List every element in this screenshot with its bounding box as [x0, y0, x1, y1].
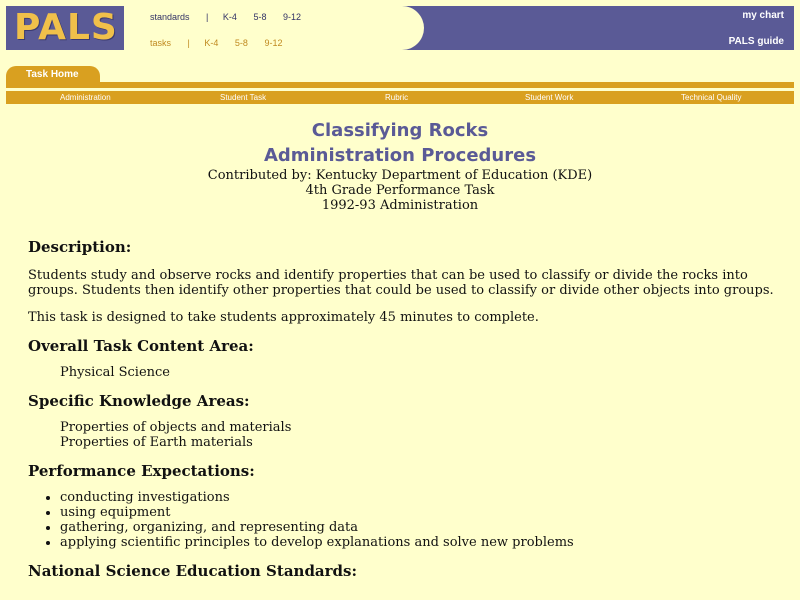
knowledge-area-item: Properties of Earth materials: [60, 435, 253, 450]
nav-standards-link[interactable]: standards: [150, 12, 190, 22]
pals-guide-link[interactable]: PALS guide: [728, 36, 784, 47]
title-block: [28, 118, 772, 213]
performance-list: [28, 490, 778, 550]
tab-divider: [6, 82, 794, 88]
my-chart-link[interactable]: my chart: [742, 10, 784, 21]
nav-standards-k4-link[interactable]: K-4: [222, 12, 237, 22]
standards-heading: National Science Education Standards:: [28, 562, 358, 580]
sub-nav-student-task[interactable]: Student Task: [220, 93, 267, 102]
nav-separator: |: [206, 12, 209, 22]
list-item: • conducting investigations: [60, 490, 778, 505]
administration-year: 1992-93 Administration: [321, 198, 479, 213]
main-content: [28, 118, 778, 580]
list-item: • applying scientific principles to develop explanations and solve new problems: [60, 535, 778, 550]
sub-nav-technical-quality[interactable]: Technical Quality: [681, 93, 742, 102]
contributor: Contributed by: Kentucky Department of Education (KDE): [207, 168, 593, 183]
sub-nav-rubric[interactable]: Rubric: [385, 93, 409, 102]
nav-tasks-k4-link[interactable]: K-4: [204, 38, 219, 48]
knowledge-area-item: Properties of objects and materials: [60, 420, 292, 435]
sub-nav-bar: [6, 91, 794, 104]
standards-nav: [150, 12, 315, 22]
content-area-value: Physical Science: [60, 365, 170, 380]
sub-nav-administration[interactable]: Administration: [60, 93, 111, 102]
content-area-heading: Overall Task Content Area:: [28, 337, 254, 355]
page-subtitle: Administration Procedures: [263, 145, 537, 166]
performance-heading: Performance Expectations:: [28, 462, 255, 480]
nav-tasks-link[interactable]: tasks: [150, 38, 172, 48]
description-text: Students study and observe rocks and identify properties that can be used to classify or divide the rocks into groups. Students then identify other properties that could be used to classify or divide other objects into groups.: [28, 268, 774, 298]
nav-tasks-58-link[interactable]: 5-8: [234, 38, 248, 48]
pals-logo[interactable]: PALS: [14, 7, 118, 48]
nav-standards-58-link[interactable]: 5-8: [253, 12, 267, 22]
site-header: [0, 0, 800, 56]
nav-tasks-912-link[interactable]: 9-12: [264, 38, 283, 48]
grade-level: 4th Grade Performance Task: [305, 183, 495, 198]
tab-task-home-label[interactable]: Task Home: [26, 69, 79, 80]
list-item: • gathering, organizing, and representing data: [60, 520, 778, 535]
sub-nav-student-work[interactable]: Student Work: [525, 93, 574, 102]
nav-standards-912-link[interactable]: 9-12: [282, 12, 301, 22]
knowledge-areas-heading: Specific Knowledge Areas:: [28, 392, 250, 410]
description-heading: Description:: [28, 238, 132, 256]
duration-text: This task is designed to take students approximately 45 minutes to complete.: [28, 310, 539, 325]
page-title: Classifying Rocks: [311, 120, 489, 141]
tasks-nav: [150, 38, 296, 48]
list-item: • using equipment: [60, 505, 778, 520]
nav-separator: |: [187, 38, 190, 48]
